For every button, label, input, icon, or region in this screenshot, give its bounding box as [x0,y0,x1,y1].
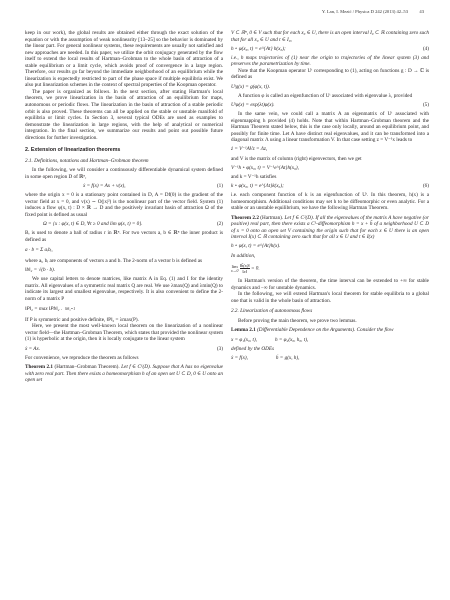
inner-product-body: a · b = Σ aᵢbᵢ, [25,247,53,254]
equation-7 [231,243,429,250]
v-equation-body: V⁻¹h ∘ φ(x₀, t) = V⁻¹e^{At}h(x₀), [231,164,299,171]
in-addition: In addition, [231,252,256,259]
limit-lim: lim [231,263,238,269]
right-column [231,30,429,364]
theorem-2-1 [25,364,223,384]
matrix-norm-body [25,306,75,313]
symmetric-paragraph: If P is symmetric and positive definite, ‖P‖₂ = λmax(P). [25,316,139,323]
lemma-2-1 [231,327,429,334]
matrix-paragraph: We use capital letters to denote matrices, like matrix A in Eq. (1) and I for the identity matrix. All eigenvalues of a symmetric real matrix Q are real. We use λmax(Q) and λmin(Q) to indicate its largest and smallest eigenvalue, respectively. It is also convenient to define the 2-norm of a matrix P [25,276,223,302]
theorem-2-2-name: (Hartman). [260,214,284,221]
lemma-2-1-label: Lemma 2.1 [231,327,256,334]
matrix-norm-subscript: ‖b‖₂=1 [65,307,76,312]
theorem-2-1-continuation: V ⊂ ℝⁿ, 0 ∈ V such that for each x₀ ∈ U, there is an open interval I₀ ⊂ ℝ containing zero such that for all x₀ ∈ U and t ∈ I₀, [231,30,429,43]
equation-5 [231,102,429,109]
vector-norm-equation [25,267,223,274]
page-number: 43 [419,9,424,14]
left-column [25,30,223,384]
subsection-heading: 2.1. Definitions, notations and Hartman–Grobman theorem [25,157,149,164]
equation-1-number: (1) [216,183,223,190]
equation-3-number: (3) [216,345,223,352]
v-paragraph: and V is the matrix of column (right) eigenvectors, then we get [231,155,362,162]
equation-6-number: (6) [422,182,429,189]
theorem-2-1-body: Let f ∈ C¹(D). Suppose that A has no eigenvalue with zero real part. Then there exists a homeomorphism h of an open set U ⊂ D, 0 ∈ U onto an open set [25,364,223,384]
limit-denominator: ‖x‖ [242,269,247,275]
equation-2-number: (2) [216,221,223,227]
theorem-2-2-body: Let f ∈ C²(D). If all the eigenvalues of the matrix A have negative (or positive) real part, then there exists a C¹-diffeomorphism h = x + h̃ of a neighborhood U ⊂ D of x = 0 onto an open set V containing the origin such that for each x ∈ U there is an open interval I(x) ⊂ ℝ containing zero such that for all x ∈ U and t ∈ I(x) [231,214,430,241]
after-inner-product: where aᵢ, bᵢ are components of vectors a and b. The 2-norm of a vector b is defined as [25,257,203,264]
equation-4 [231,46,429,53]
equation-4-body: h ∘ φ(x₀, t) = e^{At} h(x₀); [231,45,286,52]
equation-1 [25,183,223,190]
vector-norm-body: ‖b‖₂ = √(b · b). [25,266,56,273]
equation-5-body: Uᵗφ(x) = exp(λt)φ(x). [231,101,275,108]
intro-paragraph: keep in our work), the global results are obtained either through the exact solution of the equation or with the assumption of weak nonlinearity [13–25] so the behavior is dominated by the linear part. For general nonlinear systems, these requirements are usually not satisfied and new approaches are needed. In this paper, we utilize the orbit conjugacy generated by the flow itself to extend the local results of Hartman–Grobman to the whole basin of attraction of a stable equilibrium or a limit cycle, which avoids proof of convergence in a large region. Therefore, our results go far beyond the immediate neighborhood of an equilibrium while the linearization is expectedly restricted to part of the phase space if multiple equilibria exist. We also put linearization schemes in the context of spectral properties of the Koopman operator. [25,30,223,89]
equation-2 [25,221,223,228]
limit-numerator: ‖h̃(x)‖ [239,263,250,269]
journal-citation: Y. Lan, I. Mezić / Physica D 242 (2013) 42–53 [321,9,408,14]
equation-5-number: (5) [422,101,429,108]
limit-equation [231,263,429,274]
k-paragraph: and k = V⁻¹h satisfies [231,173,277,180]
component-paragraph: i.e. each component function of k is an eigenfunction of Uᵗ. In this theorem, h(x) is a homeomorphism. Additional conditions may set h to be diffeomorphic or even analytic. For a stable or an unstable equilibrium, we have the following Hartman Theorem. [231,192,429,212]
equation-3-body: ẋ = Ax. [25,345,41,352]
convenience-line: For convenience, we reproduce the theorem as follows [25,354,139,361]
lemma-ode-equations [231,355,429,362]
equation-1-body: ẋ = f(x) = Ax + v(x), [83,183,126,190]
hartman-version-paragraph: In Hartman's version of the theorem, the time interval can be extended to +∞ for stable dynamics and −∞ for unstable dynamics. [231,278,429,291]
limit-subscript: x→0 [231,268,239,273]
koopman-equation [231,84,429,91]
z-equation [231,146,429,153]
theorem-2-1-label: Theorem 2.1 [25,364,54,371]
equation-3 [25,346,223,353]
lemma-ode-x: ẋ = f(x), [231,354,248,361]
limit-rhs: = 0. [250,265,260,272]
limit-equation-body [231,263,260,274]
eigenfunction-paragraph: A function φ is called an eigenfunction of Uᵗ associated with eigenvalue λ, provided [238,92,413,99]
definition-paragraph: In the following, we will consider a continuously differentiable dynamical system defined in some open region D of ℝⁿ, [25,167,223,180]
outline-paragraph: The paper is organized as follows. In the next section, after stating Hartman's local theorem, we prove linearization in the basin of attraction of an equilibrium for maps, autonomous or periodic flows. The linearization in the basin of attraction of a stable periodic orbit is also proved. These theorems can all be applied on the stable or unstable manifold of equilibria or limit cycles. In Section 3, several typical ODEs are used as examples to demonstrate the linearization in large regions, with the help of analytical or numerical integration. In the final section, we summarize our results and point out possible future directions for further investigation. [25,88,223,141]
ie-paragraph: i.e., h maps trajectories of (1) near the origin to trajectories of the linear system (3) and preserves the parametrization by time. [231,54,429,68]
inner-product-equation [25,247,223,254]
v-equation [231,165,429,172]
after-equation-1: where the origin x = 0 is a stationary point contained in D, A = Df(0) is the gradient of the vector field at x = 0, and v(x) ∼ O(|x|²) is the nonlinear part of the vector field. System (1) induces a flow φ(x, t) : D × ℝ → D and the positively invariant basin of attraction Ω of the fixed point is defined as usual [25,192,223,218]
lemma-2-1-body: Consider the flow [356,327,394,334]
lemma-flow-x: x = φ₁(x₀, t), [231,336,257,343]
z-equation-body: ż = V⁻¹AVz = Λz, [231,146,268,153]
ball-paragraph: Bᵣ is used to denote a ball of radius r in ℝⁿ. For two vectors a, b ∈ ℝⁿ the inner product is defined as [25,230,223,243]
koopman-paragraph: Note that the Koopman operator Uᵗ corresponding to (1), acting on functions g : D → ℂ is defined as [231,67,429,81]
theorem-2-2-label: Theorem 2.2 [231,214,259,221]
matrix-norm-text: ‖P‖₂ = max ‖Pb‖₂ . [25,306,62,313]
lemma-ode-h: ḣ = g(x, h), [275,354,300,361]
following-paragraph: In the following, we will extend Hartman's local theorem for stable equilibria to a global one that is valid in the whole basin of attraction. [231,291,429,304]
theorem-2-2 [231,215,429,241]
hartman-intro-paragraph: Here, we present the most well-known local theorem on the linearization of a nonlinear vector field—the Hartman–Grobman Theorem, which states that provided the nonlinear system (1) is hyperbolic at the origin, then it is locally conjugate to the linear system [25,323,223,343]
subsection-2-2-heading: 2.2. Linearization of autonomous flows [231,308,313,315]
matrix-norm-equation [25,306,223,313]
limit-operator [231,264,238,274]
equation-6 [231,183,429,190]
before-lemmas: Before proving the main theorem, we prove two lemmas. [238,317,357,324]
theorem-2-1-name: (Hartman–Grobman Theorem). [54,364,120,371]
lemma-flow-h: h = φ₂(x₀, h₀, t), [274,336,309,343]
equation-7-body: h ∘ φ(x, t) = e^{At}h(x). [231,243,281,250]
koopman-equation-body: Uᵗg(x) = g(φ(x, t)). [231,83,271,90]
equation-2-body: Ω = {x : φ(x, t) ∈ D, ∀t ≥ 0 and lim φ(x, t) = 0}. [43,221,143,227]
equation-6-body: k ∘ φ(x₀, t) = e^{Λt}k(x₀); [231,182,284,189]
equation-4-number: (4) [422,45,429,52]
lemma-flow-equations [231,337,429,344]
lemma-2-1-name: (Differentiable Dependence on the Arguments). [257,327,356,334]
same-vein-paragraph: In the same vein, we could call a matrix A an eigenmatrix of Uᵗ associated with eigenmapping h provided (4) holds. Note that within Hartman–Grobman theorem and the Hartman Theorem stated below, this is the case only locally, around an equilibrium point, and possibly for finite time. Let A have distinct real eigenvalues, and it can be transformed into a diagonal matrix Λ using a linear transformation V. In that case setting z = V⁻¹x leads to [231,111,429,144]
section-heading: 2. Extension of linearization theorems [25,147,121,154]
limit-fraction [240,263,250,274]
defined-by: defined by the ODEs [231,345,275,352]
